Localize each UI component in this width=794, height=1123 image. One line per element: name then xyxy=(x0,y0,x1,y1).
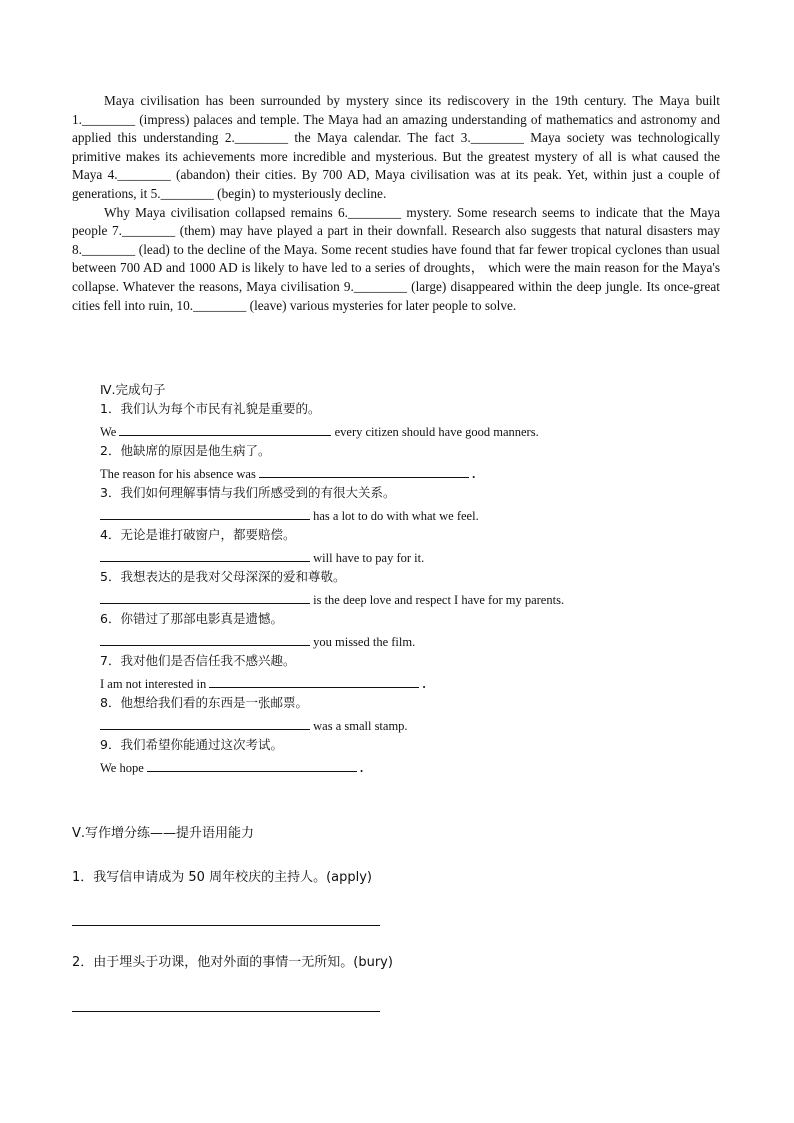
sentence-item-7 xyxy=(100,652,700,693)
writing-answer-line-1[interactable] xyxy=(72,925,380,926)
item-english-suffix: will have to pay for it. xyxy=(313,551,425,565)
writing-question-2: 2．由于埋头于功课，他对外面的事情一无所知。(bury) xyxy=(72,955,393,970)
item-english-prefix: I am not interested in xyxy=(100,677,207,691)
item-chinese: 你错过了那部电影真是遗憾。 xyxy=(120,611,283,626)
sentence-item-6 xyxy=(100,610,700,651)
item-chinese: 我想表达的是我对父母深深的爱和尊敬。 xyxy=(120,569,346,584)
item-english-suffix: . xyxy=(472,467,476,481)
sentence-item-5 xyxy=(100,568,700,609)
item-number: 1． xyxy=(100,401,121,416)
item-chinese: 我对他们是否信任我不感兴趣。 xyxy=(120,653,296,668)
answer-blank[interactable] xyxy=(100,591,310,604)
sentence-item-2 xyxy=(100,442,700,483)
writing-answer-line-2[interactable] xyxy=(72,1011,380,1012)
answer-blank[interactable] xyxy=(100,507,310,520)
cloze-passage xyxy=(72,92,720,315)
item-english-suffix: you missed the film. xyxy=(313,635,416,649)
item-english-suffix: is the deep love and respect I have for my parents. xyxy=(313,593,565,607)
item-number: 5． xyxy=(100,569,121,584)
passage-paragraph-1: Maya civilisation has been surrounded by mystery since its rediscovery in the 19th century. The Maya built 1.________ (impress) palaces and temple. The Maya had an amazing understanding of mathematics and astronomy and applied this understanding 2.________ the Maya calendar. The fact 3.________ Maya society was technologically primitive makes its achievements more incredible and mysterious. But the greatest mystery of all is what caused the Maya 4.________ (abandon) their cities. By 700 AD, Maya civilisation was at its peak. Yet, within just a couple of generations, it 5.________ (begin) to mysteriously decline. xyxy=(72,93,720,201)
section-5-title: Ⅴ.写作增分练——提升语用能力 xyxy=(72,826,255,841)
item-chinese: 无论是谁打破窗户，都要赔偿。 xyxy=(120,527,296,542)
answer-blank[interactable] xyxy=(209,675,419,688)
passage-paragraph-2: Why Maya civilisation collapsed remains 6.________ mystery. Some research seems to indicate that the Maya people 7.________ (them) may have played a part in their downfall. Research also suggests that natural disasters may 8.________ (lead) to the decline of the Maya. Some recent studies have found that far fewer tropical cyclones than usual between 700 AD and 1000 AD is likely to have led to a series of droughts， which were the main reason for the Maya's collapse. Whatever the reasons, Maya civilisation 9.________ (large) disappeared within the deep jungle. Its once-great cities fell into ruin, 10.________ (leave) various mysteries for later people to solve. xyxy=(72,204,720,313)
item-english-suffix: has a lot to do with what we feel. xyxy=(313,509,479,523)
item-english-prefix: We hope xyxy=(100,761,144,775)
item-chinese: 我们如何理解事情与我们所感受到的有很大关系。 xyxy=(120,485,396,500)
item-english-suffix: was a small stamp. xyxy=(313,719,408,733)
item-english-prefix: We xyxy=(100,425,117,439)
item-chinese: 他缺席的原因是他生病了。 xyxy=(120,443,271,458)
answer-blank[interactable] xyxy=(259,465,469,478)
section-4-title: Ⅳ.完成句子 xyxy=(100,382,166,397)
sentence-item-1 xyxy=(100,400,700,441)
item-number: 8． xyxy=(100,695,121,710)
item-english-prefix: The reason for his absence was xyxy=(100,467,256,481)
item-chinese: 他想给我们看的东西是一张邮票。 xyxy=(120,695,308,710)
item-english-suffix: . xyxy=(360,761,364,775)
item-number: 2． xyxy=(100,443,121,458)
item-chinese: 我们希望你能通过这次考试。 xyxy=(120,737,283,752)
answer-blank[interactable] xyxy=(100,549,310,562)
answer-blank[interactable] xyxy=(100,633,310,646)
sentence-item-4 xyxy=(100,526,700,567)
item-number: 3． xyxy=(100,485,121,500)
item-english-suffix: . xyxy=(422,677,426,691)
item-number: 6． xyxy=(100,611,121,626)
answer-blank[interactable] xyxy=(119,423,331,436)
item-number: 7． xyxy=(100,653,121,668)
item-chinese: 我们认为每个市民有礼貌是重要的。 xyxy=(120,401,321,416)
sentence-item-9 xyxy=(100,736,700,777)
sentence-item-3 xyxy=(100,484,700,525)
item-number: 9． xyxy=(100,737,121,752)
item-english-suffix: every citizen should have good manners. xyxy=(334,425,539,439)
answer-blank[interactable] xyxy=(100,717,310,730)
sentence-item-8 xyxy=(100,694,700,735)
item-number: 4． xyxy=(100,527,121,542)
writing-question-1: 1．我写信申请成为 50 周年校庆的主持人。(apply) xyxy=(72,870,372,885)
answer-blank[interactable] xyxy=(147,759,357,772)
